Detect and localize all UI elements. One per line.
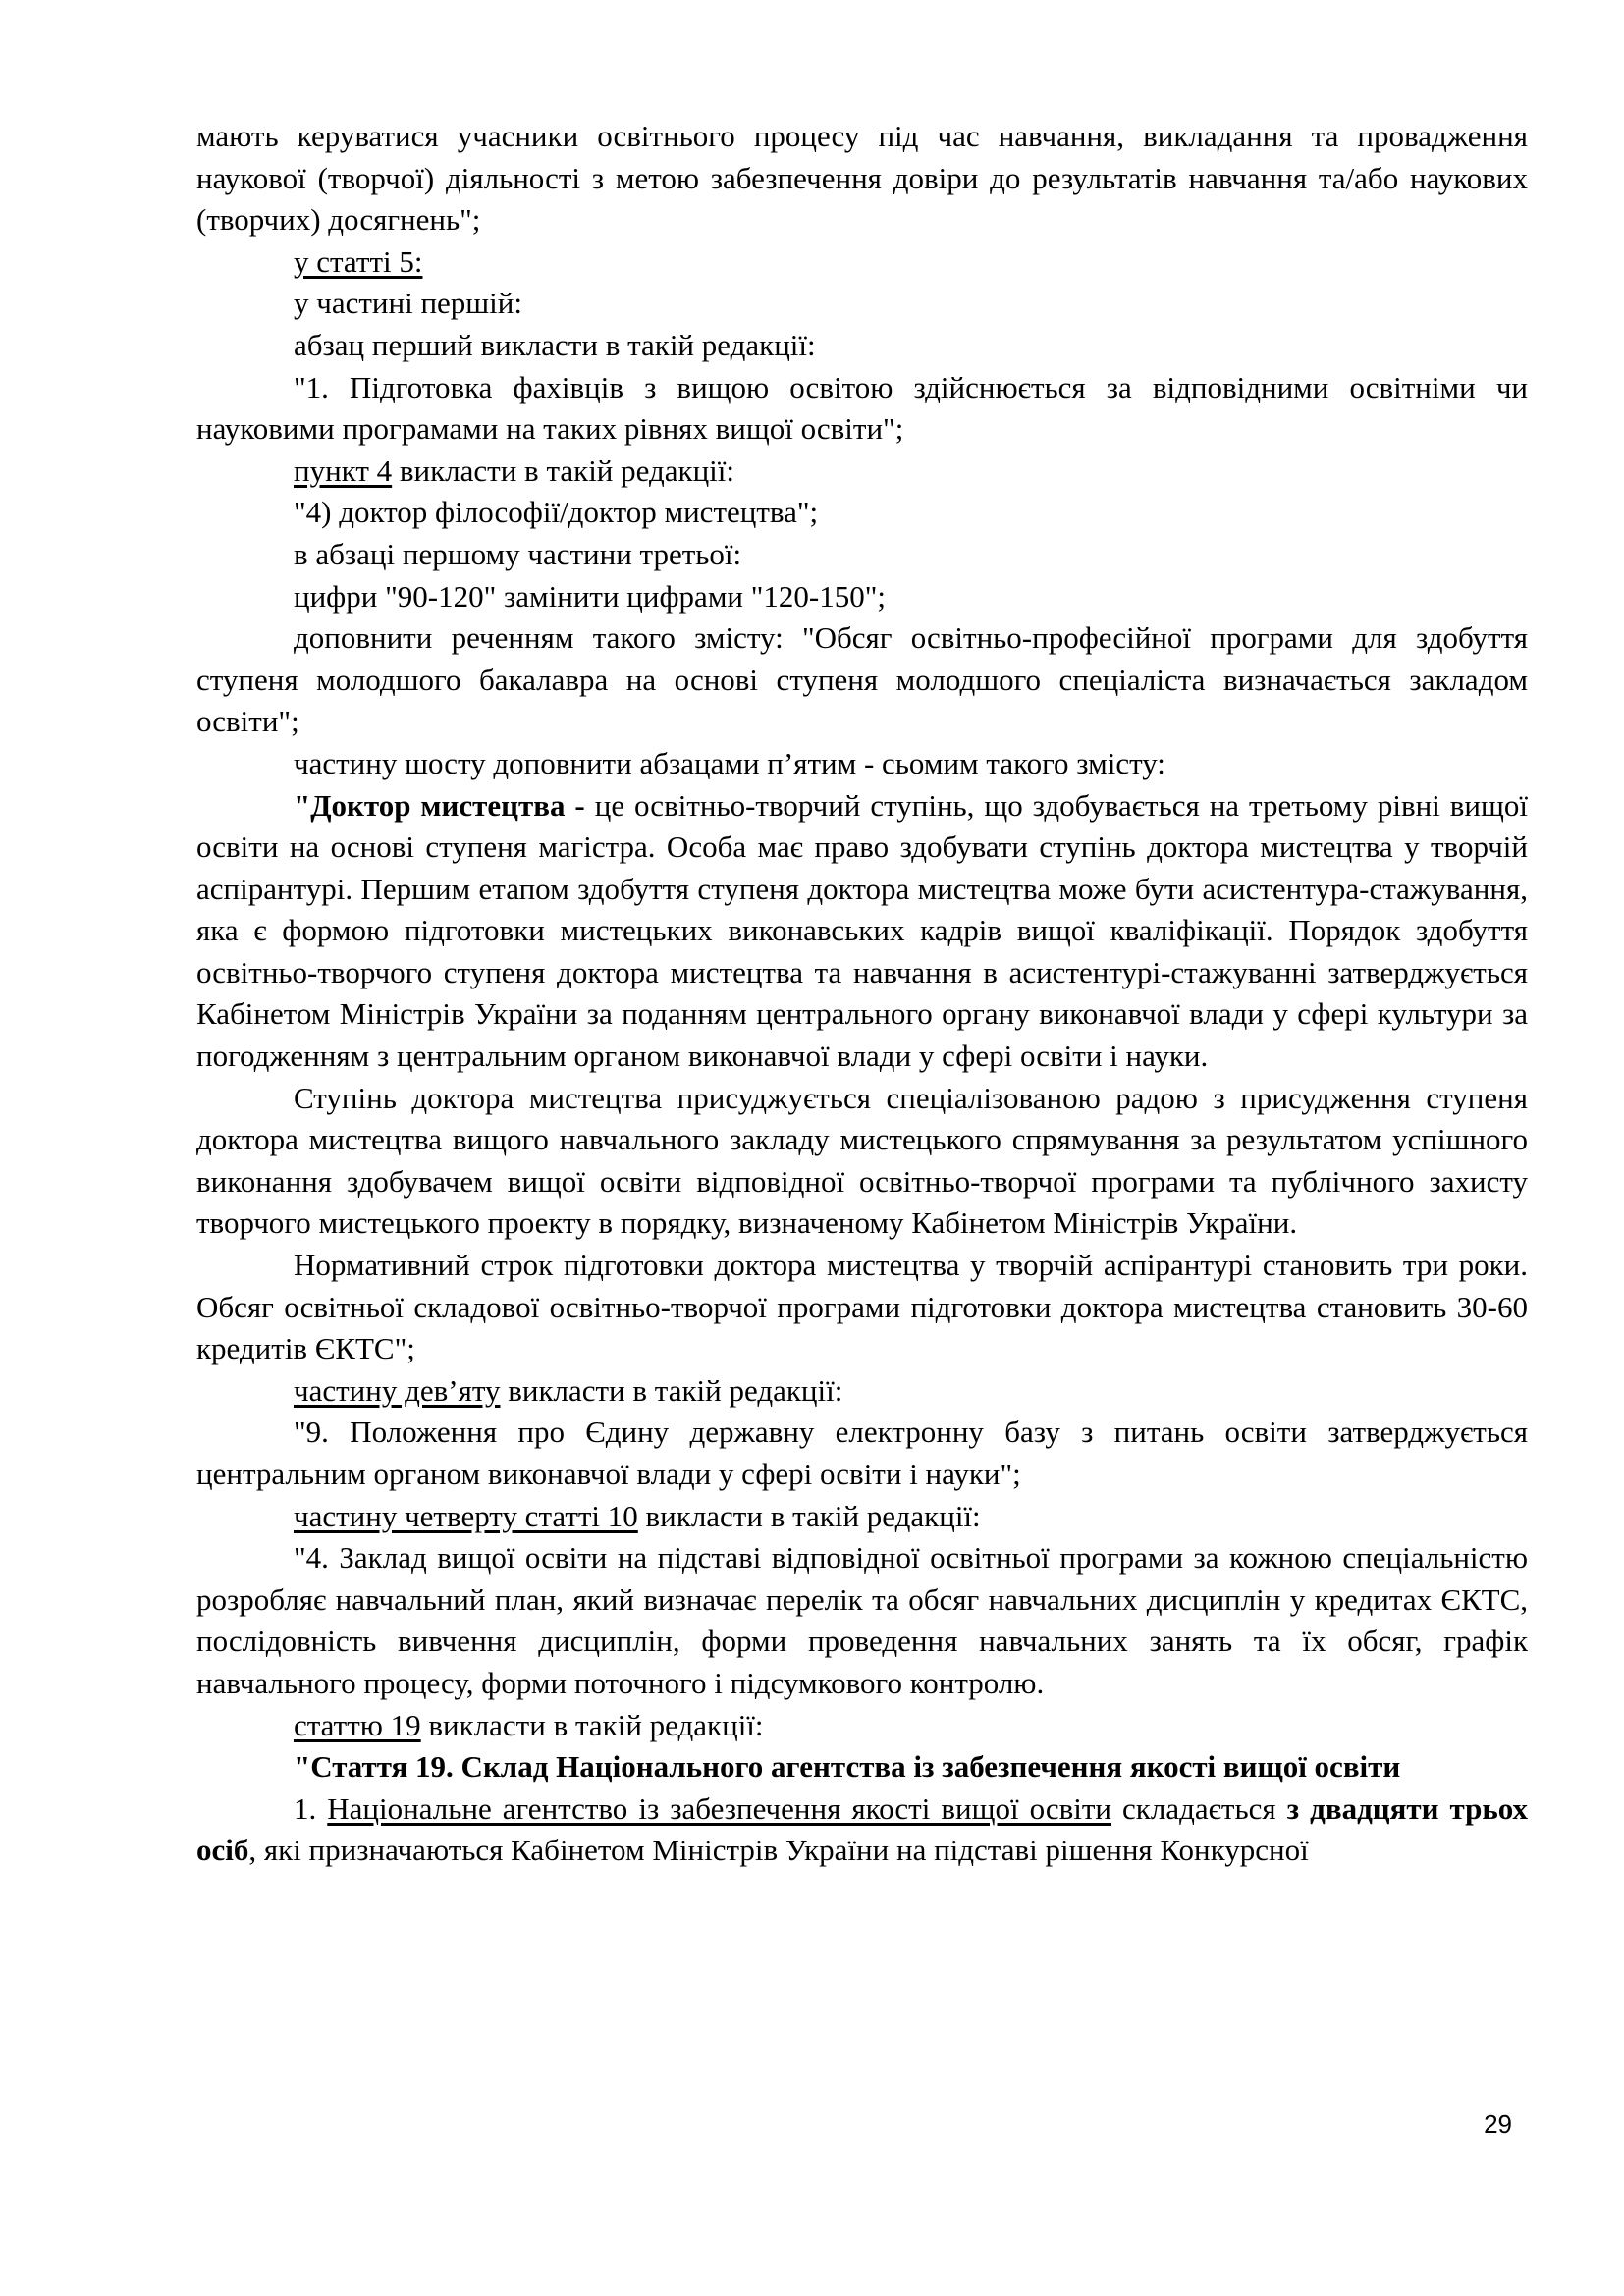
paragraph: абзац перший викласти в такій редакції: [294, 327, 816, 362]
paragraph: мають керуватися учасники освітнього процесу під час навчання, викладання та провадження наукової (творчої) діяльності з метою забезпечення довіри до результатів навчання та/або наукових (творчих) досягнень"; [196, 119, 1528, 238]
paragraph: "1. Підготовка фахівців з вищою освітою здійснюється за відповідними освітніми чи науковими програмами на таких рівнях вищої освіти"; [196, 369, 1528, 447]
paragraph: частину четверту статті 10 викласти в такій редакції: [294, 1498, 981, 1533]
paragraph: 1. Національне агентство із забезпечення якості вищої освіти складається з двадцяти трьох осіб, які призначаються Кабінетом Міністрів України на підставі рішення Конкурсної [196, 1790, 1528, 1868]
paragraph: доповнити реченням такого змісту: "Обсяг освітньо-професійної програми для здобуття ступеня молодшого бакалавра на основі ступеня молодшого спеціаліста визначається закладом освіти"; [196, 620, 1528, 739]
paragraph: частину дев’яту викласти в такій редакції: [294, 1372, 843, 1408]
paragraph: у частині першій: [294, 286, 522, 321]
article-heading: "Стаття 19. Склад Національного агентства із забезпечення якості вищої освіти [294, 1749, 1401, 1785]
paragraph: Ступінь доктора мистецтва присуджується спеціалізованою радою з присудження ступеня доктора мистецтва вищого навчального закладу мистецького спрямування за результатом успішного виконання здобувачем вищої освіти відповідної освітньо-творчої програми та публічного захисту творчого мистецького проекту в порядку, визначеному Кабінетом Міністрів України. [196, 1080, 1528, 1241]
paragraph: статтю 19 викласти в такій редакції: [294, 1707, 764, 1742]
paragraph: у статті 5: [294, 243, 423, 279]
paragraph: цифри "90-120" замінити цифрами "120-150"; [294, 578, 887, 614]
paragraph: "4) доктор філософії/доктор мистецтва"; [294, 495, 819, 530]
paragraph: "9. Положення про Єдину державну електронну базу з питань освіти затверджується центральним органом виконавчої влади у сфері освіти і науки"; [196, 1415, 1528, 1491]
paragraph: в абзаці першому частини третьої: [294, 536, 742, 571]
paragraph: "Доктор мистецтва - це освітньо-творчий ступінь, що здобувається на третьому рівні вищої освіти на основі ступеня магістра. Особа має право здобувати ступінь доктора мистецтва у творчій аспірантурі. Першим етапом здобуття ступеня доктора мистецтва може бути асистентура-стажування, яка є формою підготовки мистецьких виконавських кадрів вищої кваліфікації. Порядок здобуття освітньо-творчого ступеня доктора мистецтва та навчання в асистентурі-стажуванні затверджується Кабінетом Міністрів України за поданням центрального органу виконавчої влади у сфері культури за погодженням з центральним органом виконавчої влади у сфері освіти і науки. [196, 787, 1528, 1074]
paragraph: Нормативний строк підготовки доктора мистецтва у творчій аспірантурі становить три роки. Обсяг освітньої складової освітньо-творчої програми підготовки доктора мистецтва становить 30-60 кредитів ЄКТС"; [196, 1248, 1528, 1366]
paragraph: пункт 4 викласти в такій редакції: [294, 453, 735, 488]
paragraph: "4. Заклад вищої освіти на підставі відповідної освітньої програми за кожною спеціальністю розробляє навчальний план, який визначає перелік та обсяг навчальних дисциплін у кредитах ЄКТС, послідовність вивчення дисциплін, форми проведення навчальних занять та їх обсяг, графік навчального процесу, форми поточного і підсумкового контролю. [196, 1540, 1528, 1700]
page-number: 29 [1484, 2109, 1512, 2139]
paragraph: частину шосту доповнити абзацами п’ятим - сьомим такого змісту: [294, 745, 1165, 780]
document-body [196, 116, 1528, 1872]
